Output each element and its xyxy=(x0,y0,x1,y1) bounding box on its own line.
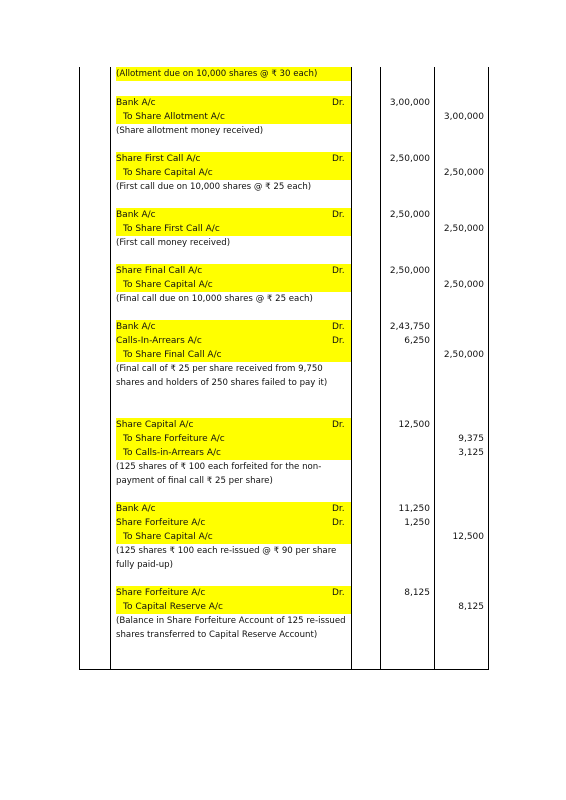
table-bottom-border xyxy=(79,669,488,670)
entry-narration: (125 shares of ₹ 100 each forfeited for the non-payment of final call ₹ 25 per share) xyxy=(116,462,322,486)
debit-amount: 1,250 xyxy=(404,518,430,528)
column-divider-particulars xyxy=(351,67,352,670)
debit-marker: Dr. xyxy=(332,504,345,514)
entry-line xyxy=(116,432,351,446)
account-name: To Share First Call A/c xyxy=(123,224,220,234)
entry-line xyxy=(116,446,351,460)
account-name: Share Forfeiture A/c xyxy=(116,518,206,528)
journal-entry xyxy=(116,320,351,390)
journal-entry xyxy=(116,208,351,250)
credit-amount: 3,125 xyxy=(458,448,484,458)
debit-marker: Dr. xyxy=(332,98,345,108)
column-divider-date xyxy=(110,67,111,670)
account-name: To Capital Reserve A/c xyxy=(123,602,223,612)
debit-amount: 6,250 xyxy=(404,336,430,346)
entry-narration: (Allotment due on 10,000 shares @ ₹ 30 each) xyxy=(116,67,351,81)
entry-narration: (125 shares ₹ 100 each re-issued @ ₹ 90 per share fully paid-up) xyxy=(116,546,337,570)
account-name: Share Final Call A/c xyxy=(116,266,203,276)
account-name: Calls-In-Arrears A/c xyxy=(116,336,202,346)
entry-narration: (Share allotment money received) xyxy=(116,126,264,136)
entry-line xyxy=(116,152,351,166)
account-name: Bank A/c xyxy=(116,210,156,220)
entry-narration: (First call due on 10,000 shares @ ₹ 25 each) xyxy=(116,182,312,192)
debit-marker: Dr. xyxy=(332,210,345,220)
entry-line xyxy=(116,222,351,236)
entry-line xyxy=(116,600,351,614)
entry-line xyxy=(116,278,351,292)
journal-entry xyxy=(116,96,351,138)
credit-amount: 2,50,000 xyxy=(443,168,484,178)
debit-amount: 3,00,000 xyxy=(389,98,430,108)
account-name: Share First Call A/c xyxy=(116,154,201,164)
debit-amount: 2,43,750 xyxy=(389,322,430,332)
journal-entry xyxy=(116,586,351,642)
account-name: Bank A/c xyxy=(116,504,156,514)
account-name: Share Forfeiture A/c xyxy=(116,588,206,598)
table-border-right xyxy=(488,67,489,670)
account-name: Share Capital A/c xyxy=(116,420,194,430)
entry-line xyxy=(116,334,351,348)
credit-amount: 2,50,000 xyxy=(443,224,484,234)
debit-amount: 2,50,000 xyxy=(389,266,430,276)
entry-line xyxy=(116,110,351,124)
debit-amount: 11,250 xyxy=(398,504,430,514)
account-name: To Share Final Call A/c xyxy=(123,350,222,360)
account-name: Bank A/c xyxy=(116,322,156,332)
debit-marker: Dr. xyxy=(332,266,345,276)
entry-narration: (Final call of ₹ 25 per share received from 9,750 shares and holders of 250 shares failed to pay it) xyxy=(116,364,328,388)
column-divider-debit xyxy=(434,67,435,670)
entry-line xyxy=(116,586,351,600)
account-name: To Calls-in-Arrears A/c xyxy=(123,448,221,458)
entry-line xyxy=(116,418,351,432)
journal-entry xyxy=(116,418,351,488)
debit-marker: Dr. xyxy=(332,154,345,164)
debit-marker: Dr. xyxy=(332,322,345,332)
entry-line xyxy=(116,96,351,110)
account-name: Bank A/c xyxy=(116,98,156,108)
debit-amount: 8,125 xyxy=(404,588,430,598)
entry-line xyxy=(116,320,351,334)
journal-entry xyxy=(116,264,351,306)
entry-line xyxy=(116,166,351,180)
debit-marker: Dr. xyxy=(332,588,345,598)
entry-line xyxy=(116,502,351,516)
entry-narration: (First call money received) xyxy=(116,238,231,248)
entry-line xyxy=(116,348,351,362)
journal-entry xyxy=(116,67,351,81)
journal-entry xyxy=(116,502,351,572)
debit-amount: 12,500 xyxy=(398,420,430,430)
credit-amount: 12,500 xyxy=(452,532,484,542)
credit-amount: 8,125 xyxy=(458,602,484,612)
account-name: To Share Allotment A/c xyxy=(123,112,225,122)
account-name: To Share Capital A/c xyxy=(123,532,213,542)
debit-amount: 2,50,000 xyxy=(389,210,430,220)
table-border-left xyxy=(79,67,80,670)
entry-line xyxy=(116,516,351,530)
entry-line xyxy=(116,530,351,544)
account-name: To Share Capital A/c xyxy=(123,168,213,178)
debit-marker: Dr. xyxy=(332,518,345,528)
credit-amount: 9,375 xyxy=(458,434,484,444)
entry-narration: (Final call due on 10,000 shares @ ₹ 25 each) xyxy=(116,294,313,304)
debit-amount: 2,50,000 xyxy=(389,154,430,164)
entry-line xyxy=(116,264,351,278)
entry-line xyxy=(116,208,351,222)
credit-amount: 2,50,000 xyxy=(443,280,484,290)
credit-amount: 3,00,000 xyxy=(443,112,484,122)
credit-amount: 2,50,000 xyxy=(443,350,484,360)
entry-narration: (Balance in Share Forfeiture Account of 125 re-issued shares transferred to Capital Reserve Account) xyxy=(116,616,346,640)
debit-marker: Dr. xyxy=(332,336,345,346)
account-name: To Share Capital A/c xyxy=(123,280,213,290)
debit-marker: Dr. xyxy=(332,420,345,430)
journal-entry xyxy=(116,152,351,194)
account-name: To Share Forfeiture A/c xyxy=(123,434,225,444)
